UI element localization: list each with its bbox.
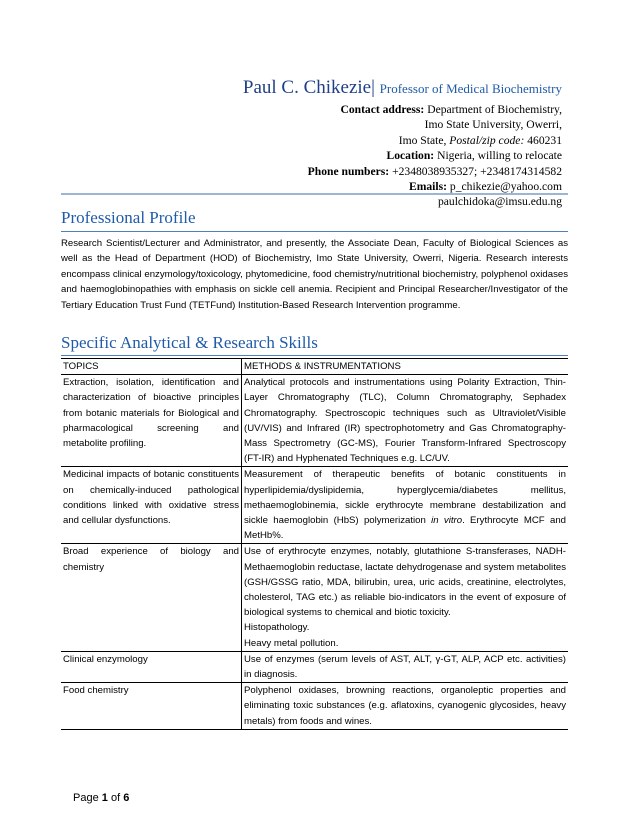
col-header-topics: TOPICS — [61, 359, 242, 375]
table-row — [61, 544, 568, 651]
name-separator: | — [371, 77, 375, 98]
cv-header — [243, 76, 562, 210]
skills-table-header — [61, 359, 568, 375]
table-row — [61, 375, 568, 467]
emails: Emails: p_chikezie@yahoo.com — [408, 180, 562, 194]
email-link-2[interactable]: paulchidoka@imsu.edu.ng — [437, 195, 562, 209]
row-topic: Medicinal impacts of botanic constituents on chemically-induced pathological conditions linked with oxidative stress and cellular dysfunctions. — [61, 467, 242, 544]
skills-table — [61, 358, 568, 730]
person-name: Paul C. Chikezie — [242, 77, 372, 98]
row-topic: Extraction, isolation, identification and characterization of bioactive principles from botanic materials for Biological and pharmacological screening and metabolite profiling. — [61, 375, 242, 467]
phone-numbers: Phone numbers: +2348038935327; +2348174314582 — [307, 164, 562, 178]
row-method: Use of enzymes (serum levels of AST, ALT, γ-GT, ALP, ACP etc. activities) in diagnosis. — [242, 651, 569, 682]
contact-line-2: Imo State University, Owerri, — [424, 118, 562, 132]
skills-heading-rule — [61, 355, 568, 356]
page-current: 1 — [101, 792, 108, 804]
contact-address: Contact address: Department of Biochemistry, — [340, 103, 562, 116]
row-topic: Broad experience of biology and chemistry — [61, 544, 242, 651]
table-row — [61, 651, 568, 682]
table-row — [61, 467, 568, 544]
name-line — [243, 76, 562, 101]
col-header-methods: METHODS & INSTRUMENTATIONS — [242, 359, 569, 375]
email-link-1[interactable]: p_chikezie@yahoo.com — [449, 180, 562, 194]
row-method: Use of erythrocyte enzymes, notably, glutathione S-transferases, NADH-Methaemoglobin reductase, lactate dehydrogenase and system metabolites (GSH/GSSG ratio, MDA, bilirubin, urea, uric acids, creatinine, electrolytes, cholesterol, TAG etc.) as reliable bio-indicators in the event of exposure of biological systems to chemical and biotic toxicity. Histopathology. Heavy metal pollution. — [242, 544, 569, 651]
row-method: Measurement of therapeutic benefits of botanic constituents in hyperlipidemia/dyslipidemia, hyperglycemia/diabetes mellitus, methaemoglobinemia, sickle erythrocyte membrane destabilization and sickle haemoglobin (HbS) polymerization in vitro. Erythrocyte MCF and MetHb%. — [242, 467, 569, 544]
profile-heading-rule — [61, 231, 568, 232]
row-topic: Clinical enzymology — [61, 651, 242, 682]
table-row — [61, 683, 568, 730]
person-role: Professor of Medical Biochemistry — [379, 81, 562, 96]
page-footer: Page 1 of 6 — [73, 792, 130, 804]
header-divider — [61, 193, 568, 195]
skills-heading: Specific Analytical & Research Skills — [61, 333, 318, 352]
profile-text: Research Scientist/Lecturer and Administrator, and presently, the Associate Dean, Faculty of Biological Sciences as well as the Head of Department (HOD) of Biochemistry, Imo State University, Owerri, Nigeria. Research interests encompass clinical enzymology/toxicology, phytomedicine, food chemistry/nutritional biochemistry, polyphenol oxidases and haemoglobinopathies with emphasis on sickle cell anemia. Recipient and Principal Researcher/Investigator of the Tertiary Education Trust Fund (TETFund) Institution-Based Research Intervention programme. — [61, 238, 568, 311]
row-topic: Food chemistry — [61, 683, 242, 730]
location: Location: Nigeria, willing to relocate — [386, 149, 562, 163]
contact-line-3: Imo State, Postal/zip code: 460231 — [398, 133, 562, 147]
profile-heading: Professional Profile — [61, 208, 196, 227]
row-method: Polyphenol oxidases, browning reactions, organoleptic properties and eliminating toxic substances (e.g. aflatoxins, cyanogenic glycosides, heavy metals) from foods and wines. — [242, 683, 569, 730]
row-method: Analytical protocols and instrumentations using Polarity Extraction, Thin-Layer Chromatography (TLC), Column Chromatography, Sephadex Chromatography. Spectroscopic techniques such as Ultraviolet/Visible (UV/VIS) and Infrared (IR) spectrophotometry and Gas Chromatography-Mass Spectrometry (GC-MS), Fourier Transform-Infrared Spectroscopy (FT-IR) and Hyphenated Techniques e.g. LC/UV. — [242, 375, 569, 467]
page-total: 6 — [123, 792, 130, 804]
